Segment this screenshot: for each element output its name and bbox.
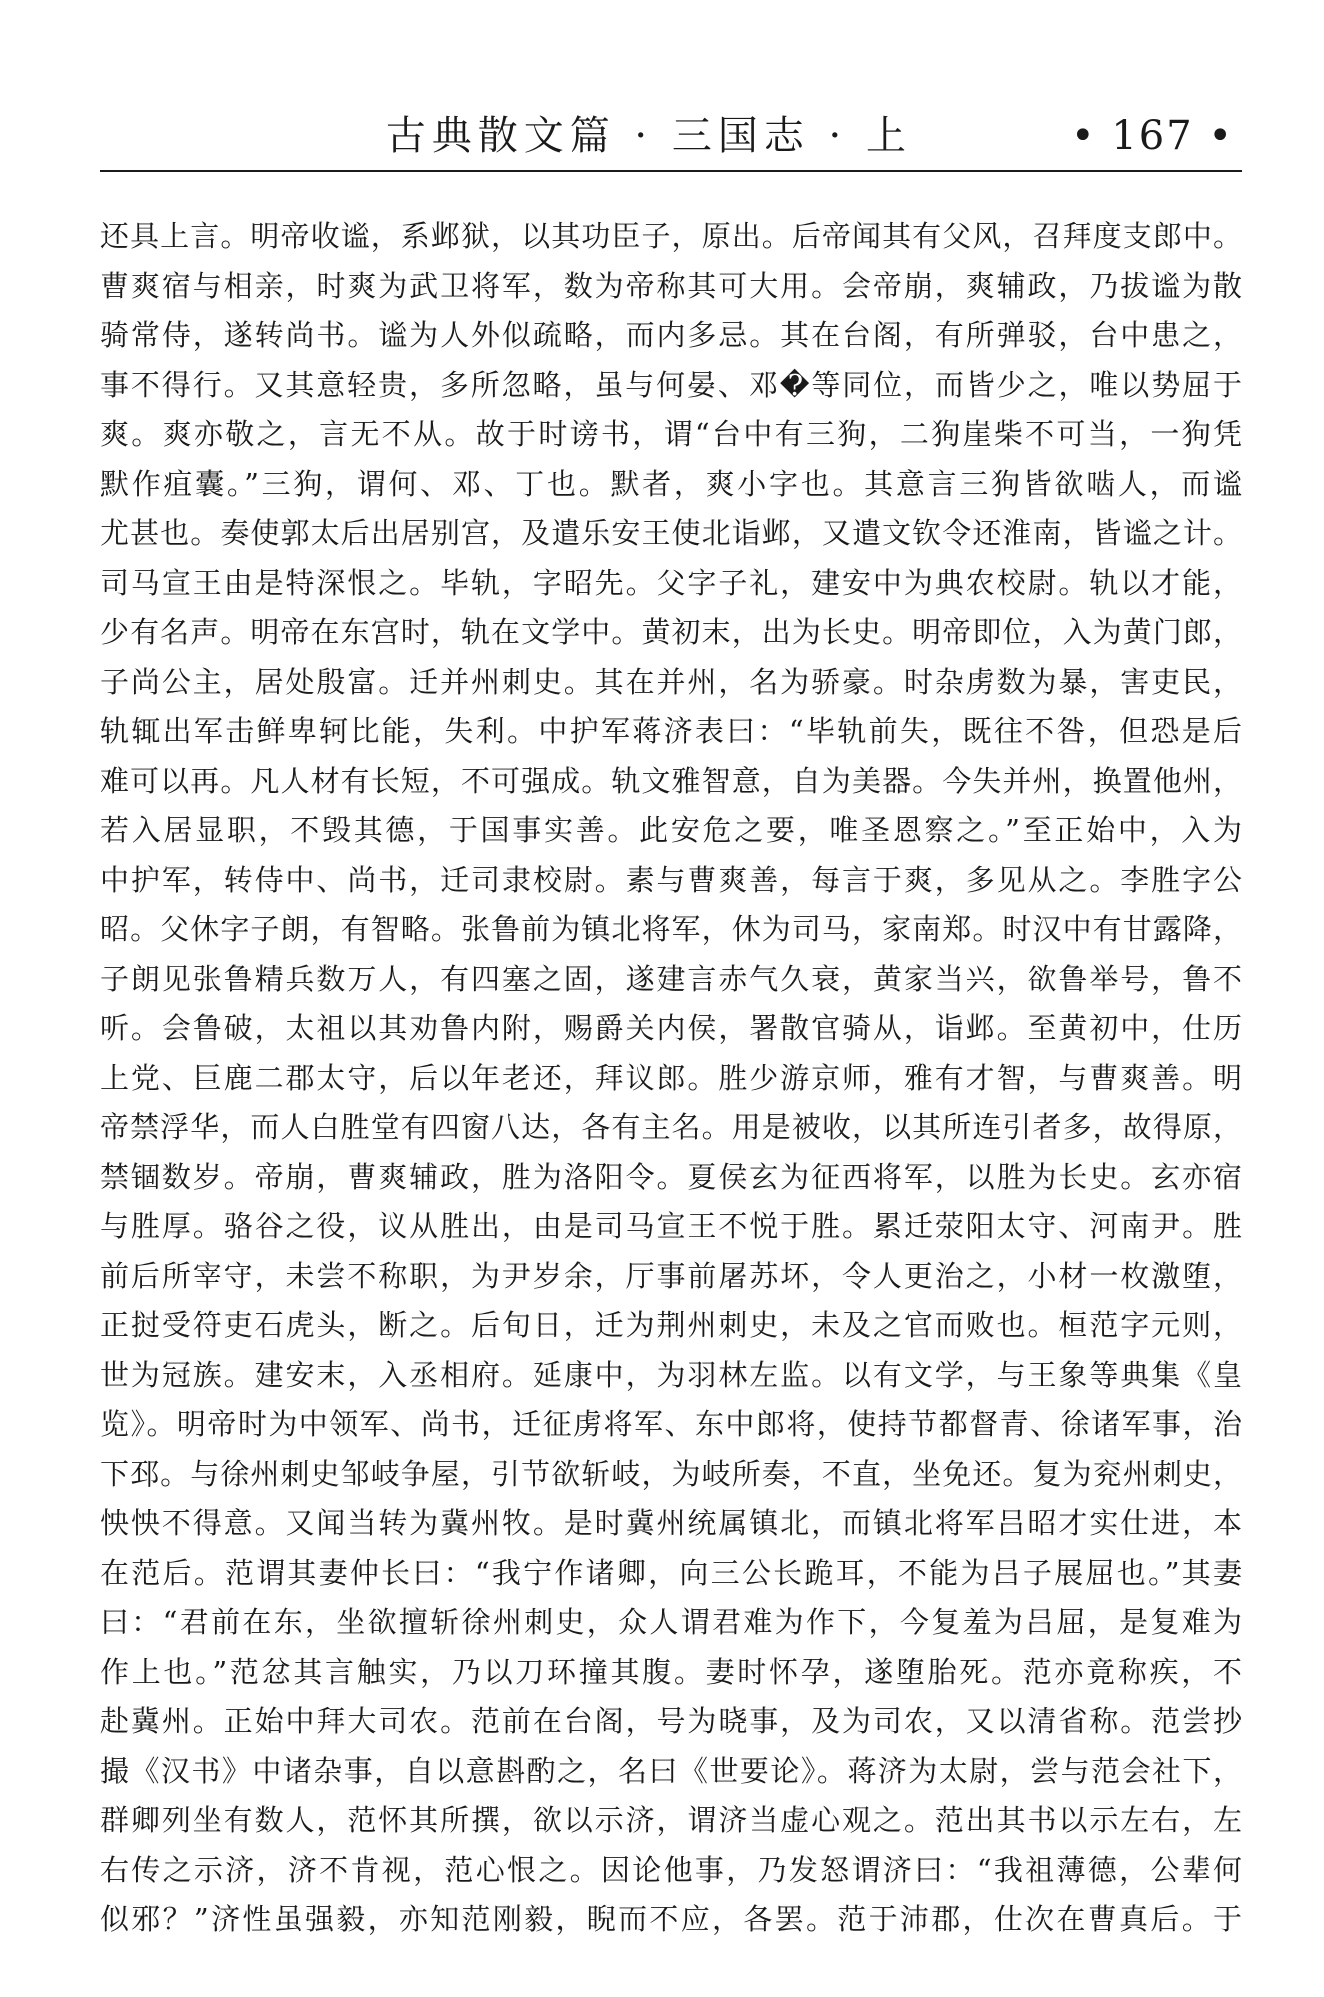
text-line: 前后所宰守，未尝不称职，为尹岁余，厅事前屠苏坏，令人更治之，小材一枚激堕， bbox=[100, 1258, 1242, 1293]
text-line: 少有名声。明帝在东宫时，轨在文学中。黄初末，出为长史。明帝即位，入为黄门郎， bbox=[100, 615, 1242, 649]
text-line: 还具上言。明帝收谧，系邺狱，以其功臣子，原出。后帝闻其有父风，召拜度支郎中。 bbox=[100, 219, 1242, 253]
text-line: 似邪？”济性虽强毅，亦知范刚毅，睨而不应，各罢。范于沛郡，仕次在曹真后。于 bbox=[100, 1902, 1242, 1936]
text-line: 难可以再。凡人材有长短，不可强成。轨文雅智意，自为美器。今失并州，换置他州， bbox=[100, 763, 1242, 798]
text-line: 曹爽宿与相亲，时爽为武卫将军，数为帝称其可大用。会帝崩，爽辅政，乃拔谧为散 bbox=[100, 268, 1242, 303]
text-line: 世为冠族。建安末，入丞相府。延康中，为羽林左监。以有文学，与王象等典集《皇 bbox=[100, 1357, 1242, 1392]
text-line: 撮《汉书》中诸杂事，自以意斟酌之，名曰《世要论》。蒋济为太尉，尝与范会社下， bbox=[100, 1753, 1242, 1788]
text-line: 帝禁浮华，而人白胜堂有四窗八达，各有主名。用是被收，以其所连引者多，故得原， bbox=[100, 1110, 1242, 1144]
body-text bbox=[100, 212, 1242, 1945]
page-header bbox=[100, 108, 1242, 172]
text-line: 怏怏不得意。又闻当转为冀州牧。是时冀州统属镇北，而镇北将军吕昭才实仕进，本 bbox=[100, 1506, 1242, 1540]
text-line: 爽。爽亦敬之，言无不从。故于时谤书，谓“台中有三狗，二狗崖柴不可当，一狗凭 bbox=[100, 417, 1242, 451]
text-line: 尤甚也。奏使郭太后出居别宫，及遣乐安王使北诣邺，又遣文钦令还淮南，皆谧之计。 bbox=[100, 516, 1242, 550]
running-title: 古典散文篇 · 三国志 · 上 bbox=[385, 113, 912, 159]
text-line: 昭。父休字子朗，有智略。张鲁前为镇北将军，休为司马，家南郑。时汉中有甘露降， bbox=[100, 912, 1242, 946]
text-line: 子尚公主，居处殷富。迁并州刺史。其在并州，名为骄豪。时杂虏数为暴，害吏民， bbox=[100, 664, 1242, 699]
text-line: 司马宣王由是特深恨之。毕轨，字昭先。父字子礼，建安中为典农校尉。轨以才能， bbox=[100, 565, 1242, 600]
text-line: 事不得行。又其意轻贵，多所忽略，虽与何晏、邓�等同位，而皆少之，唯以势屈于 bbox=[100, 367, 1242, 402]
text-line: 中护军，转侍中、尚书，迁司隶校尉。素与曹爽善，每言于爽，多见从之。李胜字公 bbox=[100, 862, 1242, 897]
text-line: 右传之示济，济不肯视，范心恨之。因论他事，乃发怒谓济曰：“我祖薄德，公辈何 bbox=[100, 1852, 1242, 1887]
text-line: 默作疽囊。”三狗，谓何、邓、丁也。默者，爽小字也。其意言三狗皆欲啮人，而谧 bbox=[100, 466, 1242, 501]
text-line: 上党、巨鹿二郡太守，后以年老还，拜议郎。胜少游京师，雅有才智，与曹爽善。明 bbox=[100, 1060, 1242, 1095]
page-number: • 167 • bbox=[1071, 113, 1234, 159]
text-line: 若入居显职，不毁其德，于国事实善。此安危之要，唯圣恩察之。”至正始中，入为 bbox=[100, 813, 1242, 847]
text-line: 下邳。与徐州刺史邹岐争屋，引节欲斩岐，为岐所奏，不直，坐免还。复为兖州刺史， bbox=[100, 1456, 1242, 1491]
text-line: 正挝受符吏石虎头，断之。后旬日，迁为荆州刺史，未及之官而败也。桓范字元则， bbox=[100, 1308, 1242, 1342]
text-line: 骑常侍，遂转尚书。谧为人外似疏略，而内多忌。其在台阁，有所弹驳，台中患之， bbox=[100, 318, 1242, 352]
text-line: 在范后。范谓其妻仲长曰：“我宁作诸卿，向三公长跪耳，不能为吕子展屈也。”其妻 bbox=[100, 1555, 1242, 1590]
text-line: 听。会鲁破，太祖以其劝鲁内附，赐爵关内侯，署散官骑从，诣邺。至黄初中，仕历 bbox=[100, 1011, 1242, 1045]
text-line: 与胜厚。骆谷之役，议从胜出，由是司马宣王不悦于胜。累迁荥阳太守、河南尹。胜 bbox=[100, 1209, 1242, 1243]
text-line: 作上也。”范忿其言触实，乃以刀环撞其腹。妻时怀孕，遂堕胎死。范亦竟称疾，不 bbox=[100, 1654, 1242, 1689]
text-line: 群卿列坐有数人，范怀其所撰，欲以示济，谓济当虚心观之。范出其书以示左右，左 bbox=[100, 1803, 1242, 1837]
text-line: 赴冀州。正始中拜大司农。范前在台阁，号为晓事，及为司农，又以清省称。范尝抄 bbox=[100, 1704, 1242, 1738]
text-line: 轨辄出军击鲜卑轲比能，失利。中护军蒋济表曰：“毕轨前失，既往不咎，但恐是后 bbox=[100, 714, 1242, 748]
text-line: 禁锢数岁。帝崩，曹爽辅政，胜为洛阳令。夏侯玄为征西将军，以胜为长史。玄亦宿 bbox=[100, 1159, 1242, 1194]
text-line: 子朗见张鲁精兵数万人，有四塞之固，遂建言赤气久衰，黄家当兴，欲鲁举号，鲁不 bbox=[100, 961, 1242, 996]
text-line: 曰：“君前在东，坐欲擅斩徐州刺史，众人谓君难为作下，今复羞为吕屈，是复难为 bbox=[100, 1605, 1242, 1639]
text-line: 览》。明帝时为中领军、尚书，迁征虏将军、东中郎将，使持节都督青、徐诸军事，治 bbox=[100, 1407, 1242, 1441]
